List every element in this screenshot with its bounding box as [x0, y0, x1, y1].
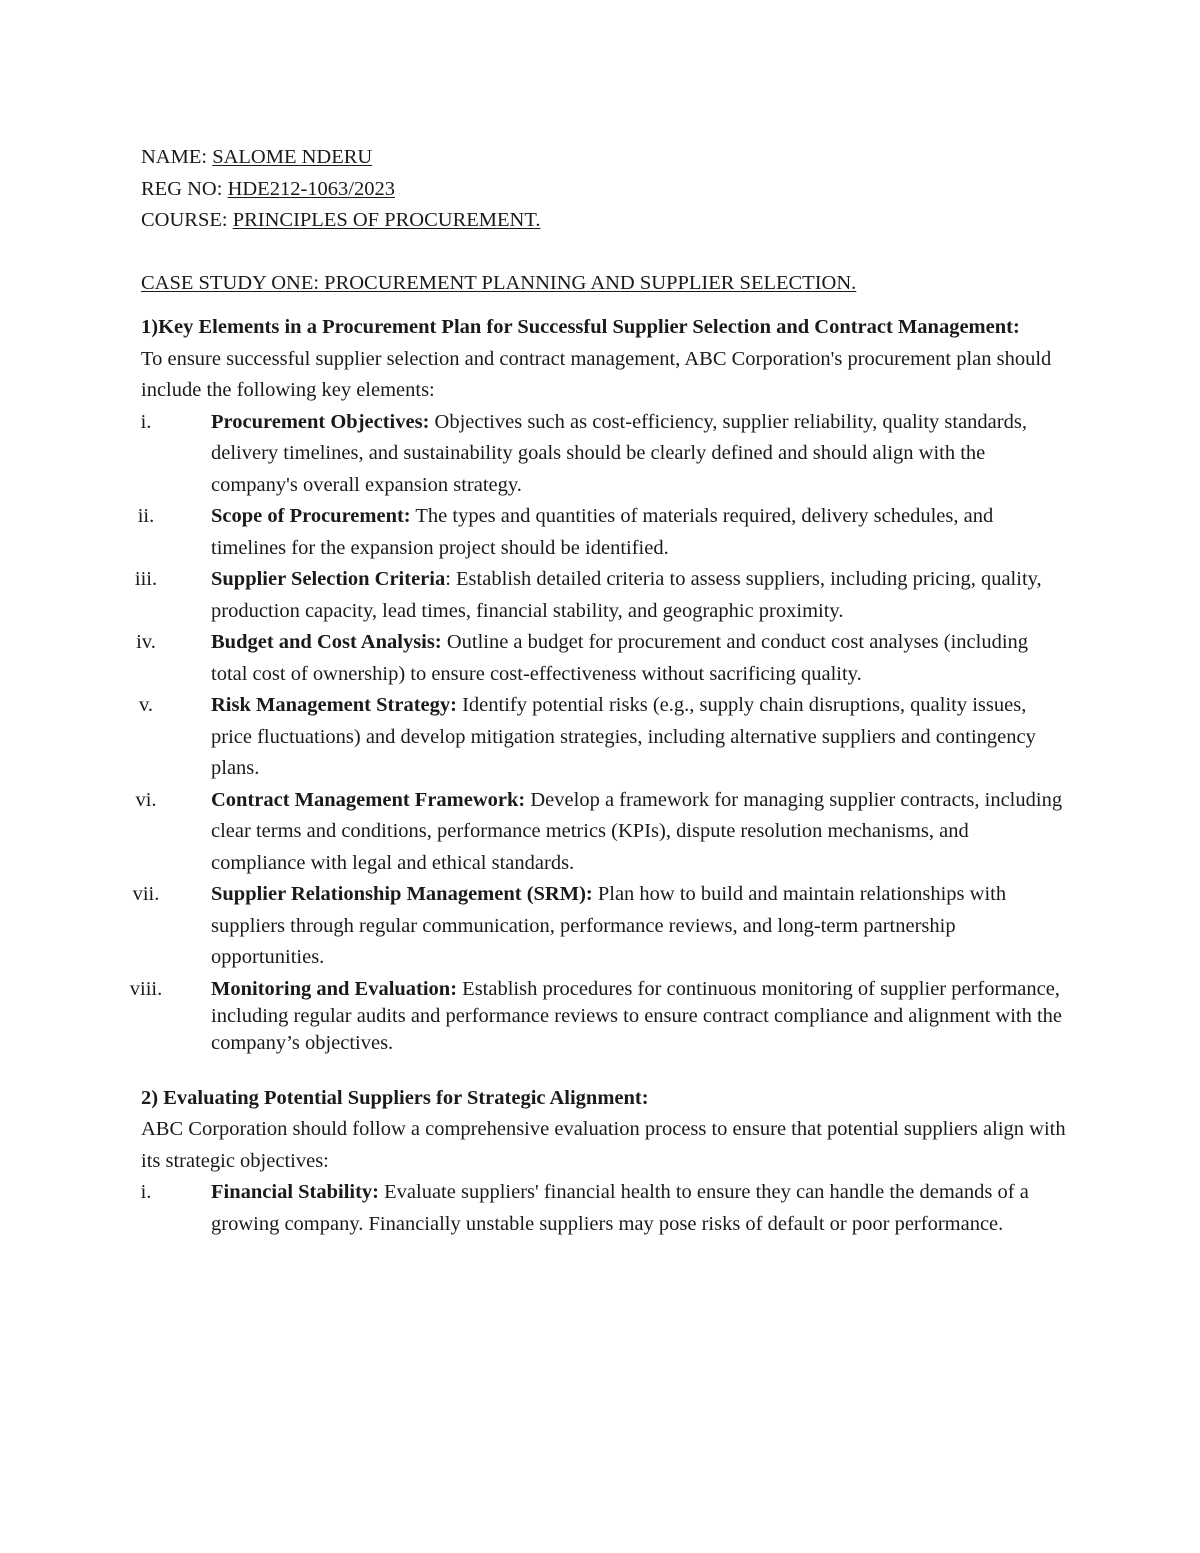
- section-2-heading: 2) Evaluating Potential Suppliers for Strategic Alignment:: [141, 1086, 649, 1109]
- list-item: [132, 879, 1066, 974]
- course-name: PRINCIPLES OF PROCUREMENT.: [232, 209, 541, 231]
- section-2-list: [141, 1177, 1066, 1240]
- list-item: [141, 1177, 1066, 1240]
- list-item-term: Scope of Procurement:: [211, 505, 411, 527]
- list-item: [138, 690, 1066, 785]
- list-item-number: i.: [140, 410, 152, 433]
- section-1-heading: 1)Key Elements in a Procurement Plan for Successful Supplier Selection and Contract Management:: [141, 316, 1020, 338]
- list-item-term: Risk Management Strategy:: [211, 694, 457, 716]
- list-item-number: viii.: [129, 977, 163, 1000]
- list-item-text: : Establish detailed criteria to assess suppliers, including pricing, quality, production capacity, lead times, financial stability, and geographic proximity.: [211, 568, 1042, 622]
- list-item: [134, 564, 1066, 627]
- list-item-number: vii.: [132, 883, 160, 905]
- list-item-number: iv.: [136, 631, 156, 653]
- list-item-number: v.: [138, 694, 154, 716]
- reg-no-line: [141, 174, 1066, 206]
- list-item: [129, 974, 1066, 1057]
- section-1-list: [129, 407, 1066, 1057]
- list-item-text: Identify potential risks (e.g., supply chain disruptions, quality issues, price fluctuations) and develop mitigation strategies, including alternative suppliers and contingency plans.: [211, 694, 1036, 779]
- section-1-intro: To ensure successful supplier selection and contract management, ABC Corporation's procurement plan should include the following key elements:: [141, 347, 1052, 401]
- list-item-term: Monitoring and Evaluation:: [211, 977, 458, 1000]
- list-item-text: Establish procedures for continuous monitoring of supplier performance, including regular audits and performance reviews to ensure contract compliance and alignment with the company’s objectives.: [211, 977, 1063, 1054]
- document-body: [129, 142, 1066, 1240]
- case-study-title: CASE STUDY ONE: PROCUREMENT PLANNING AND SUPPLIER SELECTION.: [141, 271, 857, 294]
- student-name-line: [141, 142, 1066, 174]
- list-item-number: iii.: [134, 568, 158, 590]
- list-item-number: i.: [140, 1181, 152, 1203]
- list-item-number: ii.: [137, 505, 155, 527]
- list-item-term: Supplier Relationship Management (SRM):: [211, 883, 593, 905]
- student-name: SALOME NDERU: [212, 146, 373, 168]
- reg-label: REG NO:: [141, 177, 228, 200]
- list-item-number: vi.: [135, 788, 157, 811]
- list-item: [137, 501, 1066, 564]
- list-item: [141, 407, 1066, 502]
- list-item-term: Financial Stability:: [211, 1181, 380, 1203]
- course-label: COURSE:: [141, 209, 233, 231]
- list-item: [136, 627, 1066, 690]
- list-item-text: Plan how to build and maintain relationships with suppliers through regular communication, performance reviews, and long-term partnership opportunities.: [211, 883, 1007, 968]
- list-item-term: Procurement Objectives:: [211, 410, 430, 433]
- list-item-text: Evaluate suppliers' financial health to ensure they can handle the demands of a growing company. Financially unstable suppliers may pose risks of default or poor performance.: [211, 1181, 1029, 1235]
- reg-number: HDE212-1063/2023: [227, 177, 395, 200]
- list-item-term: Supplier Selection Criteria: [211, 568, 446, 590]
- course-line: [141, 205, 1066, 237]
- list-item: [135, 785, 1066, 880]
- list-item-text: Develop a framework for managing supplier contracts, including clear terms and conditions, performance metrics (KPIs), dispute resolution mechanisms, and compliance with legal and ethical standards.: [211, 788, 1063, 874]
- section-2-intro: ABC Corporation should follow a comprehensive evaluation process to ensure that potential suppliers align with its strategic objectives:: [141, 1118, 1066, 1172]
- list-item-text: The types and quantities of materials required, delivery schedules, and timelines for the expansion project should be identified.: [211, 505, 994, 559]
- list-item-text: Objectives such as cost-efficiency, supplier reliability, quality standards, delivery timelines, and sustainability goals should be clearly defined and should align with the company's overall expansion strategy.: [211, 410, 1027, 496]
- list-item-term: Budget and Cost Analysis:: [211, 631, 442, 653]
- list-item-term: Contract Management Framework:: [211, 788, 526, 811]
- name-label: NAME:: [141, 146, 213, 168]
- list-item-text: Outline a budget for procurement and conduct cost analyses (including total cost of ownership) to ensure cost-effectiveness without sacrificing quality.: [211, 631, 1029, 685]
